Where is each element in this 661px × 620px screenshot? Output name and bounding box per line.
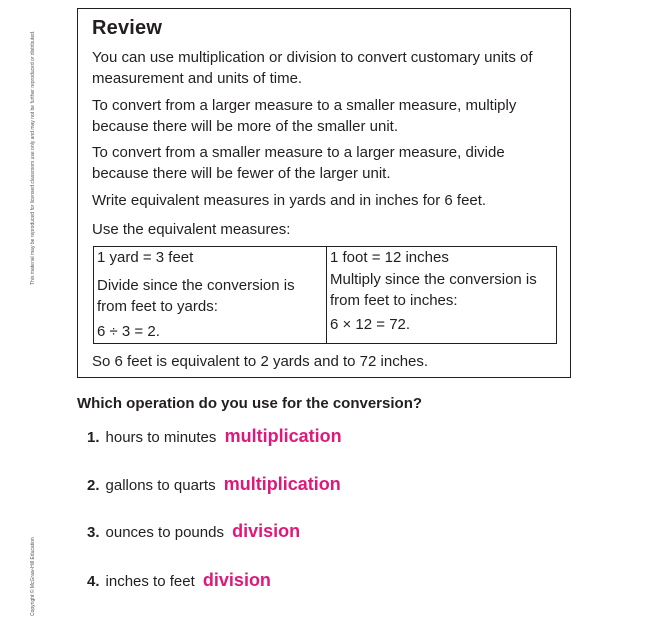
item-answer: division: [202, 570, 271, 590]
item-number: 1.: [87, 429, 100, 446]
review-conclusion: So 6 feet is equivalent to 2 yards and to 72 inches.: [92, 353, 429, 370]
reproduction-notice: This material may be reproduced for licensed classroom use only and may not be further reproduced or distributed.: [30, 30, 36, 285]
review-paragraph-1: You can use multiplication or division to convert customary units of measurement and units of time.: [92, 49, 533, 87]
review-title: Review: [92, 17, 163, 39]
item-number: 4.: [87, 573, 100, 590]
item-prompt: ounces to pounds: [105, 524, 224, 541]
review-paragraph-4: Write equivalent measures in yards and in inches for 6 feet.: [92, 192, 487, 209]
exercise-item-2: [87, 474, 341, 495]
item-number: 2.: [87, 477, 100, 494]
yards-column: [94, 247, 327, 343]
item-answer: multiplication: [223, 474, 341, 494]
item-prompt: inches to feet: [105, 573, 195, 590]
exercise-item-1: [87, 426, 342, 447]
copyright-notice: Copyright © McGraw-Hill Education: [30, 537, 36, 616]
question-prompt: Which operation do you use for the conversion?: [77, 395, 423, 412]
item-prompt: hours to minutes: [105, 429, 217, 446]
yard-calculation: 6 ÷ 3 = 2.: [97, 323, 160, 340]
exercise-item-3: [87, 521, 300, 542]
item-prompt: gallons to quarts: [105, 477, 216, 494]
exercise-item-4: [87, 570, 271, 591]
yard-explanation: Divide since the conversion is from feet to yards:: [97, 277, 295, 315]
review-box: [77, 8, 571, 378]
inch-explanation: Multiply since the conversion is from feet to inches:: [330, 271, 537, 309]
inch-calculation: 6 × 12 = 72.: [330, 316, 411, 333]
conversion-table: [93, 246, 557, 344]
item-answer: multiplication: [224, 426, 342, 446]
yard-equivalence: 1 yard = 3 feet: [97, 249, 194, 266]
inch-equivalence: 1 foot = 12 inches: [330, 249, 449, 266]
review-paragraph-5: Use the equivalent measures:: [92, 221, 291, 238]
review-paragraph-2: To convert from a larger measure to a smaller measure, multiply because there will be more of the smaller unit.: [92, 97, 517, 135]
review-paragraph-3: To convert from a smaller measure to a larger measure, divide because there will be fewer of the larger unit.: [92, 144, 505, 182]
item-number: 3.: [87, 524, 100, 541]
inches-column: [327, 247, 556, 343]
item-answer: division: [232, 521, 301, 541]
